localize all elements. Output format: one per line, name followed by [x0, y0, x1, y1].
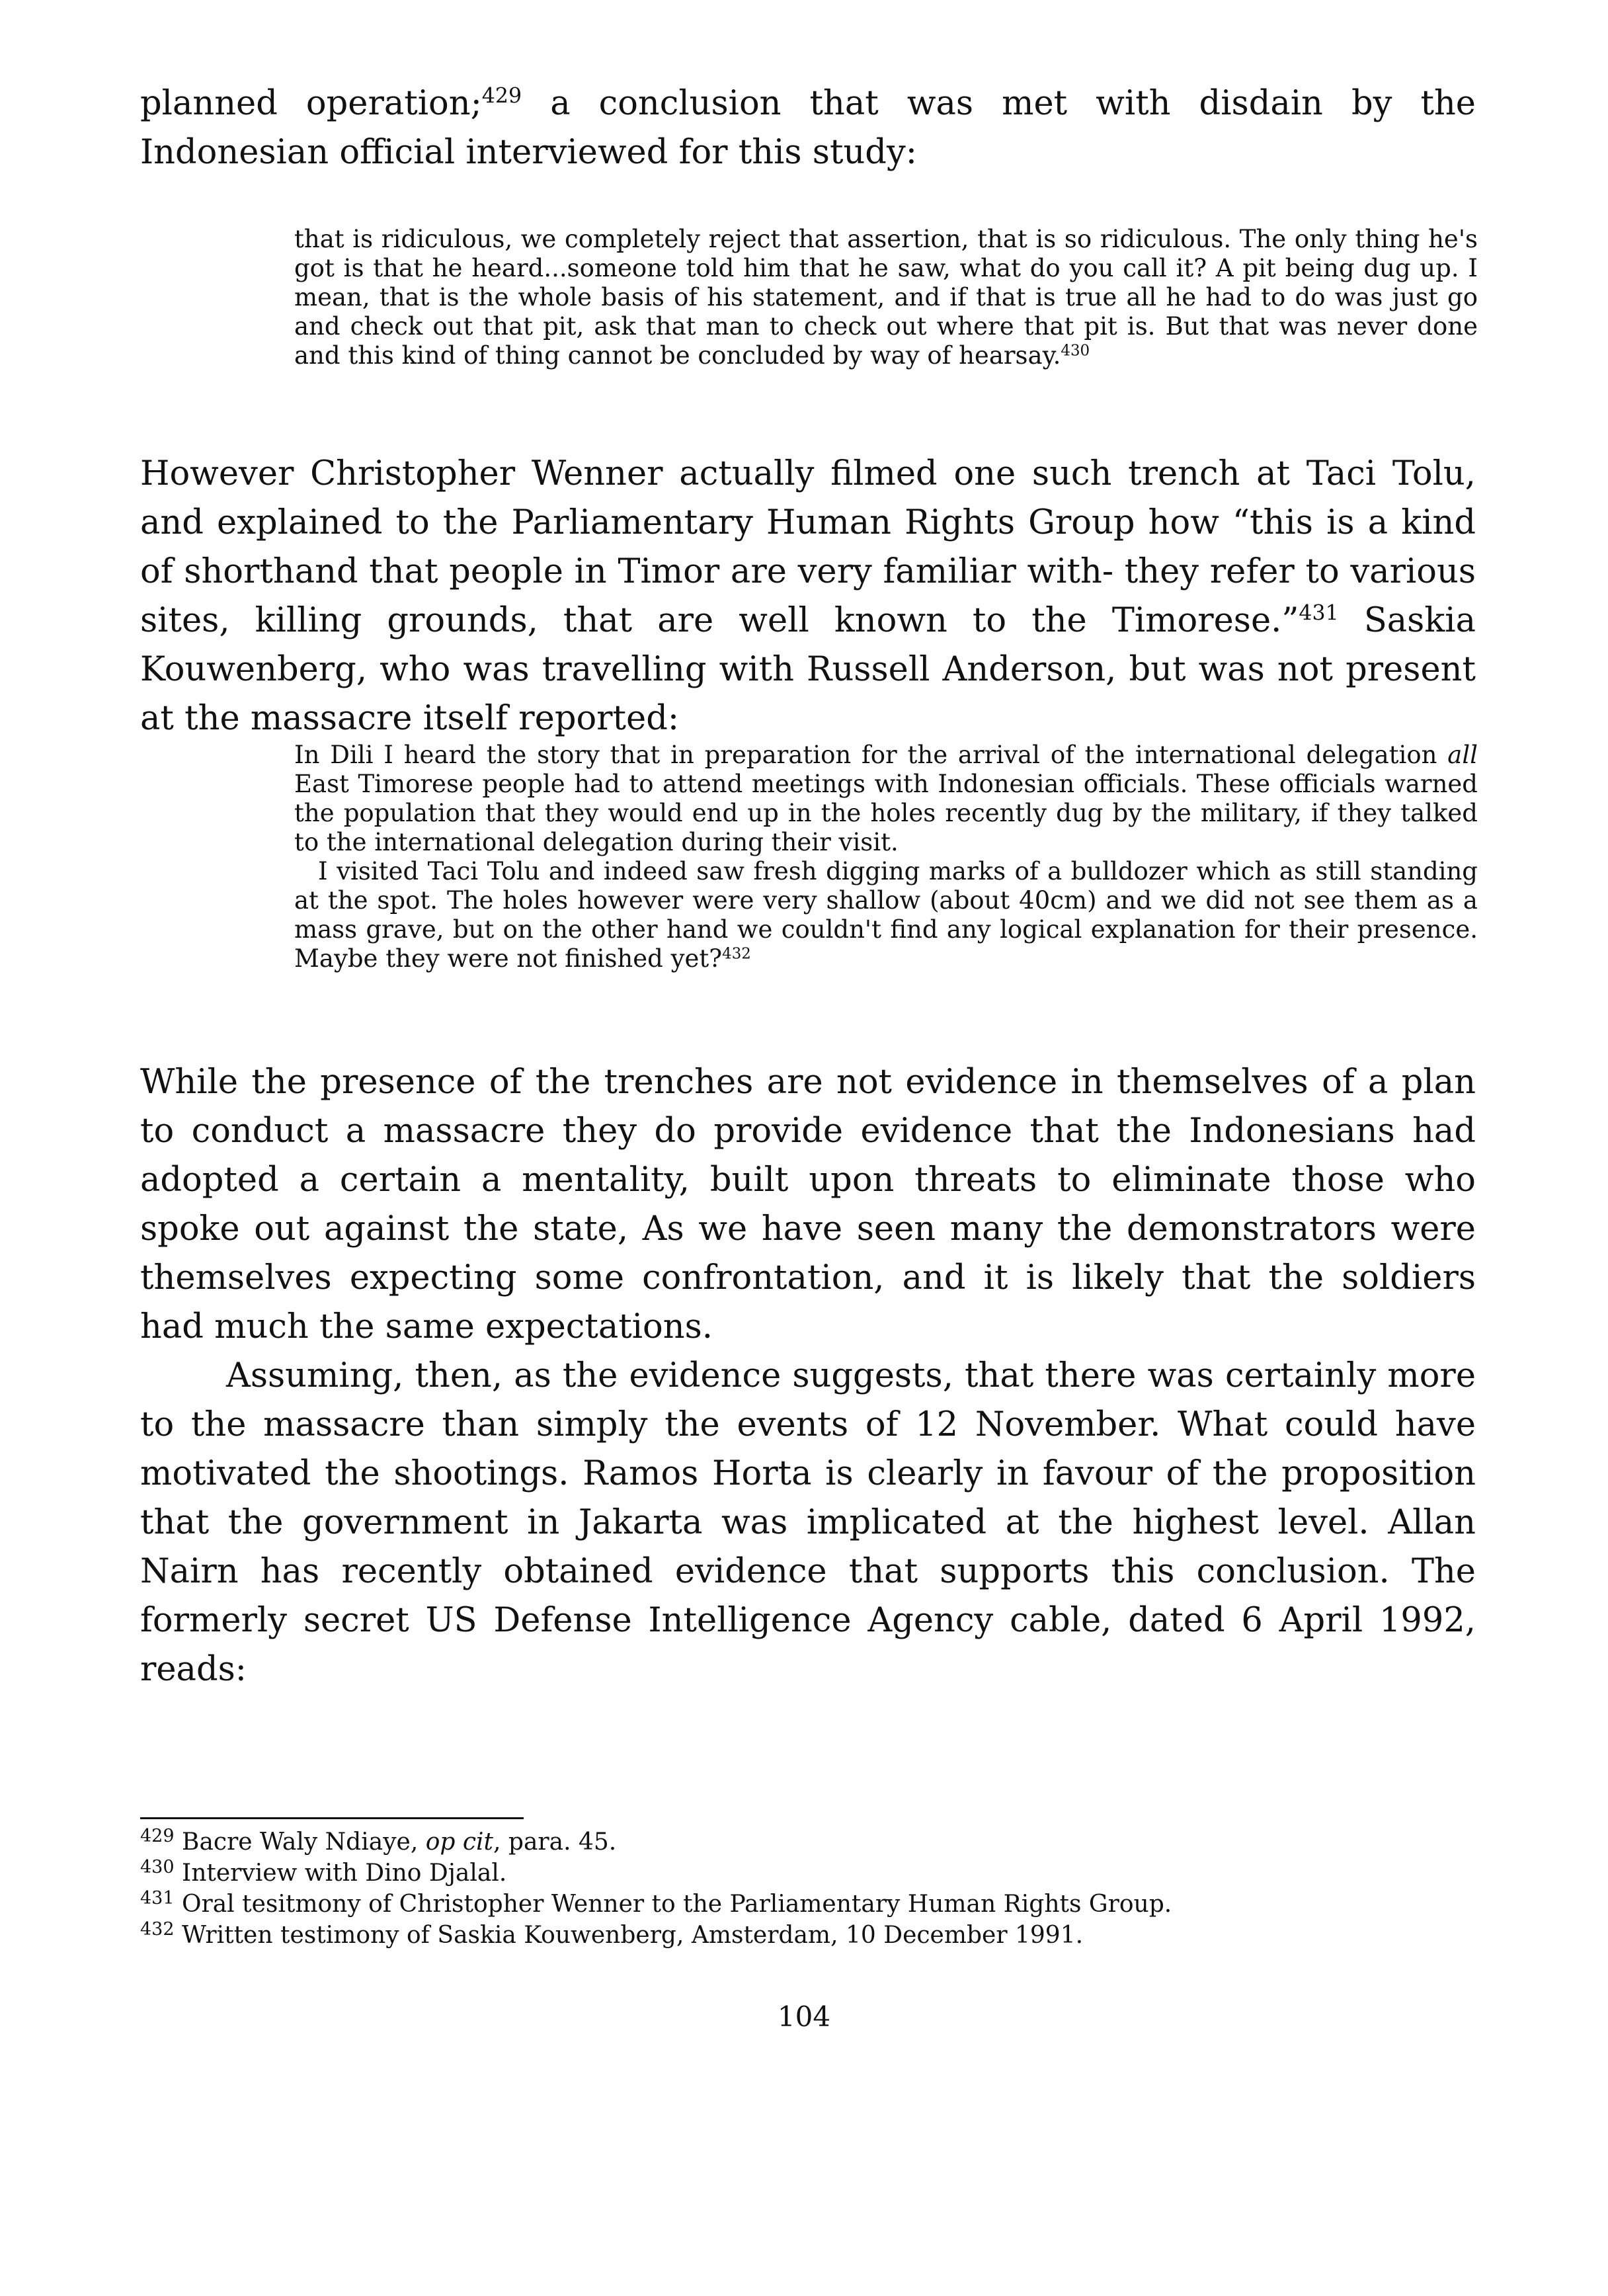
footnote-430 [140, 1858, 1463, 1889]
paragraph-continuation [140, 79, 1476, 177]
paragraph-trenches [140, 1058, 1476, 1694]
block-quote-official [294, 225, 1478, 370]
page-number: 104 [777, 2000, 831, 2033]
paragraph-text: However Christopher Wenner actually filmed one such trench at Taci Tolu, and explained to the Parliamentary Human Rights Group how “this is a kind of shorthand that people in Timor are very familiar with- they refer to various sites, killing grounds, that are well known to the Timorese.” [140, 454, 1476, 640]
quote-emphasis: all [1447, 741, 1478, 769]
footnote-reference: 429 [481, 84, 522, 108]
quote-text: East Timorese people had to attend meetings with Indonesian officials. These officials warned the population that they would end up in the holes recently dug by the military, if they talked to the international delegation during their visit. [294, 770, 1478, 856]
footnote-number: 432 [140, 1918, 175, 1940]
footnote-reference: 430 [1061, 342, 1090, 360]
footnote-separator [140, 1817, 524, 1819]
footnote-number: 431 [140, 1887, 175, 1908]
paragraph-text: planned operation; [140, 84, 482, 123]
footnotes [140, 1826, 1463, 1951]
footnote-432 [140, 1920, 1463, 1951]
footnote-text: Oral tesitmony of Christopher Wenner to the Parliamentary Human Rights Group. [182, 1891, 1172, 1918]
footnote-text: Bacre Waly Ndiaye, [182, 1828, 426, 1856]
footnote-number: 429 [140, 1825, 175, 1846]
paragraph-wenner [140, 450, 1476, 743]
footnote-reference: 431 [1299, 601, 1339, 626]
footnote-reference: 432 [722, 945, 751, 963]
paragraph-text: Saskia Kouwenberg, who was travelling with Russell Anderson, but was not present at the massacre itself reported: [140, 601, 1476, 738]
footnote-431 [140, 1889, 1463, 1920]
footnote-number: 430 [140, 1856, 175, 1877]
paragraph-text: Assuming, then, as the evidence suggests, that there was certainly more to the massacre than simply the events of 12 November. What could have motivated the shootings. Ramos Horta is clearly in favour of the proposition that the government in Jakarta was implicated at the highest level. Allan Nairn has recently obtained evidence that supports this conclusion. The formerly secret US Defense Intelligence Agency cable, dated 6 April 1992, reads: [140, 1356, 1476, 1689]
footnote-429 [140, 1826, 1463, 1858]
footnote-text: Interview with Dino Djalal. [182, 1860, 507, 1887]
quote-text: I visited Taci Tolu and indeed saw fresh digging marks of a bulldozer which as still standing at the spot. The holes however were very shallow (about 40cm) and we did not see them as a mass grave, but on the other hand we couldn't find any logical explanation for their presence. Maybe they were not finished yet? [294, 857, 1478, 973]
footnote-text: , para. 45. [493, 1828, 617, 1856]
footnote-text: Written testimony of Saskia Kouwenberg, Amsterdam, 10 December 1991. [182, 1922, 1084, 1949]
quote-text: that is ridiculous, we completely reject that assertion, that is so ridiculous. The only thing he's got is that he heard...someone told him that he saw, what do you call it? A pit being dug up. I mean, that is the whole basis of his statement, and if that is true all he had to do was just go and check out that pit, ask that man to check out where that pit is. But that was never done and this kind of thing cannot be concluded by way of hearsay. [294, 225, 1478, 370]
block-quote-kouwenberg [294, 741, 1478, 973]
footnote-emphasis: op cit [425, 1828, 494, 1856]
paragraph-text: a conclusion that was met with disdain by the Indonesian official interviewed for this study: [140, 84, 1476, 172]
paragraph-text: While the presence of the trenches are not evidence in themselves of a plan to conduct a massacre they do provide evidence that the Indonesians had adopted a certain a mentality, built upon threats to eliminate those who spoke out against the state, As we have seen many the demonstrators were themselves expecting some confrontation, and it is likely that the soldiers had much the same expectations. [140, 1063, 1476, 1346]
quote-text: In Dili I heard the story that in preparation for the arrival of the international delegation [294, 741, 1448, 769]
